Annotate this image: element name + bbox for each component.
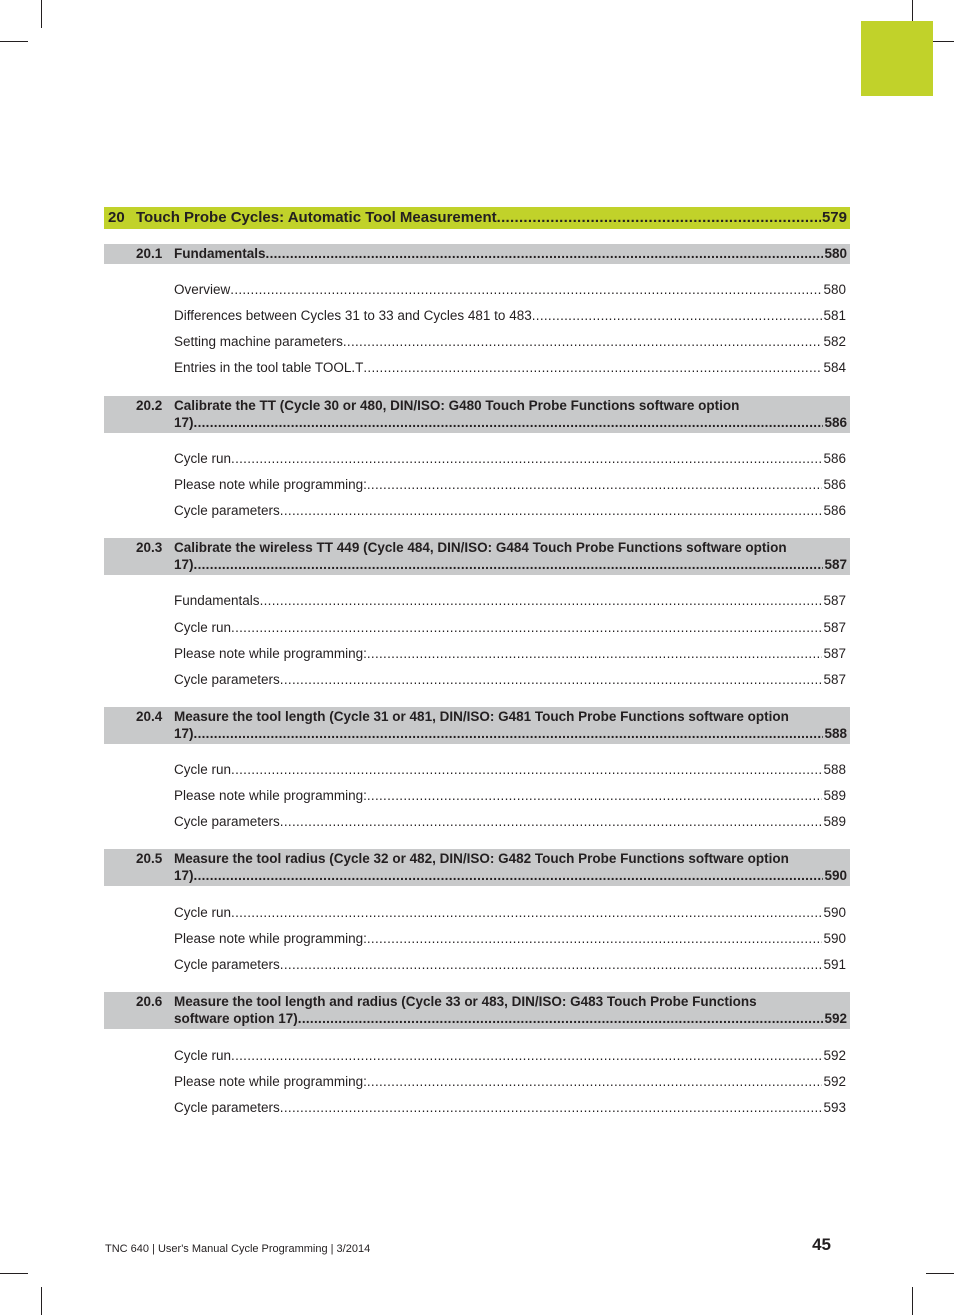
section-number: 20.1 bbox=[136, 246, 163, 261]
toc-entry[interactable] bbox=[174, 1099, 846, 1117]
toc-entry[interactable] bbox=[174, 671, 846, 689]
toc-entry[interactable] bbox=[174, 1047, 846, 1065]
crop-mark bbox=[41, 1287, 42, 1315]
crop-mark bbox=[926, 1273, 954, 1274]
entry-page: 587 bbox=[823, 672, 846, 687]
crop-mark bbox=[912, 1287, 913, 1315]
section-title-row bbox=[174, 245, 847, 262]
dot-leader bbox=[363, 359, 822, 377]
entry-title: Fundamentals bbox=[174, 593, 260, 608]
dot-leader bbox=[280, 813, 823, 831]
toc-entry[interactable] bbox=[174, 476, 846, 494]
dot-leader bbox=[298, 1010, 824, 1027]
chapter-heading[interactable] bbox=[104, 207, 850, 229]
dot-leader bbox=[230, 281, 822, 299]
entry-title: Cycle run bbox=[174, 1048, 232, 1063]
entry-title: Please note while programming: bbox=[174, 1074, 367, 1089]
section-page: 592 bbox=[824, 1011, 847, 1026]
dot-leader bbox=[280, 502, 823, 520]
entry-title: Please note while programming: bbox=[174, 477, 367, 492]
entry-page: 592 bbox=[823, 1074, 846, 1089]
dot-leader bbox=[367, 930, 823, 948]
section-page: 580 bbox=[824, 246, 847, 261]
dot-leader bbox=[194, 556, 824, 573]
dot-leader bbox=[194, 414, 824, 431]
section-number: 20.3 bbox=[136, 540, 163, 555]
entry-title: Cycle run bbox=[174, 762, 232, 777]
section-title-row bbox=[174, 867, 847, 884]
entry-page: 592 bbox=[823, 1048, 846, 1063]
entry-page: 589 bbox=[823, 814, 846, 829]
entry-page: 587 bbox=[823, 593, 846, 608]
toc-entry[interactable] bbox=[174, 904, 846, 922]
section-page: 586 bbox=[824, 415, 847, 430]
section-heading[interactable] bbox=[104, 244, 850, 264]
section-title-continued: 17) bbox=[174, 415, 194, 430]
toc-entry[interactable] bbox=[174, 930, 846, 948]
entry-page: 582 bbox=[823, 334, 846, 349]
section-title-continued: 17) bbox=[174, 557, 194, 572]
section-number: 20.6 bbox=[136, 994, 163, 1009]
dot-leader bbox=[231, 761, 822, 779]
entry-title: Overview bbox=[174, 282, 231, 297]
section-number: 20.4 bbox=[136, 709, 163, 724]
crop-mark bbox=[0, 1273, 28, 1274]
entry-page: 586 bbox=[823, 477, 846, 492]
entry-title: Cycle parameters bbox=[174, 503, 280, 518]
dot-leader bbox=[194, 725, 824, 742]
toc-entry[interactable] bbox=[174, 592, 846, 610]
toc-entry[interactable] bbox=[174, 813, 846, 831]
section-title-continued: 17) bbox=[174, 726, 194, 741]
entry-page: 586 bbox=[823, 451, 846, 466]
toc-entry[interactable] bbox=[174, 281, 846, 299]
dot-leader bbox=[532, 307, 823, 325]
section-heading[interactable] bbox=[104, 707, 850, 744]
dot-leader bbox=[231, 1047, 822, 1065]
entry-title: Please note while programming: bbox=[174, 931, 367, 946]
entry-page: 581 bbox=[823, 308, 846, 323]
toc-entry[interactable] bbox=[174, 359, 846, 377]
entry-title: Entries in the tool table TOOL.T bbox=[174, 360, 364, 375]
entry-title: Cycle run bbox=[174, 451, 232, 466]
section-title: Measure the tool length (Cycle 31 or 481, DIN/ISO: G481 Touch Probe Functions software option bbox=[174, 709, 789, 724]
entry-page: 587 bbox=[823, 620, 846, 635]
section-number: 20.5 bbox=[136, 851, 163, 866]
section-title-row bbox=[174, 556, 847, 573]
crop-mark bbox=[41, 0, 42, 28]
toc-entry[interactable] bbox=[174, 956, 846, 974]
dot-leader bbox=[231, 904, 822, 922]
entry-page: 586 bbox=[823, 503, 846, 518]
entry-title: Cycle parameters bbox=[174, 672, 280, 687]
entry-page: 591 bbox=[823, 957, 846, 972]
dot-leader bbox=[231, 619, 822, 637]
section-title-continued: 17) bbox=[174, 868, 194, 883]
toc-entry[interactable] bbox=[174, 450, 846, 468]
section-title-row bbox=[174, 725, 847, 742]
entry-title: Please note while programming: bbox=[174, 788, 367, 803]
entry-page: 590 bbox=[823, 905, 846, 920]
section-title-row bbox=[174, 1010, 847, 1027]
dot-leader bbox=[280, 956, 823, 974]
toc-entry[interactable] bbox=[174, 787, 846, 805]
dot-leader bbox=[343, 333, 823, 351]
section-heading[interactable] bbox=[104, 992, 850, 1029]
section-title-continued: software option 17) bbox=[174, 1011, 298, 1026]
entry-title: Differences between Cycles 31 to 33 and Cycles 481 to 483 bbox=[174, 308, 532, 323]
section-heading[interactable] bbox=[104, 396, 850, 433]
entry-page: 589 bbox=[823, 788, 846, 803]
entry-page: 588 bbox=[823, 762, 846, 777]
entry-page: 593 bbox=[823, 1100, 846, 1115]
chapter-page: 579 bbox=[821, 209, 847, 226]
entry-title: Cycle run bbox=[174, 905, 232, 920]
toc-entry[interactable] bbox=[174, 307, 846, 325]
section-title: Calibrate the wireless TT 449 (Cycle 484, DIN/ISO: G484 Touch Probe Functions software option bbox=[174, 540, 787, 555]
section-title: Calibrate the TT (Cycle 30 or 480, DIN/ISO: G480 Touch Probe Functions software option bbox=[174, 398, 740, 413]
section-heading[interactable] bbox=[104, 849, 850, 886]
dot-leader bbox=[194, 867, 824, 884]
toc-entry[interactable] bbox=[174, 619, 846, 637]
toc-entry[interactable] bbox=[174, 645, 846, 663]
entry-title: Cycle parameters bbox=[174, 814, 280, 829]
dot-leader bbox=[497, 207, 821, 229]
chapter-title-row bbox=[136, 207, 847, 229]
chapter-title: Touch Probe Cycles: Automatic Tool Measurement bbox=[136, 209, 497, 226]
chapter-number: 20 bbox=[108, 209, 125, 226]
section-title: Fundamentals bbox=[174, 246, 266, 261]
dot-leader bbox=[266, 245, 824, 262]
entry-title: Please note while programming: bbox=[174, 646, 367, 661]
dot-leader bbox=[280, 1099, 823, 1117]
dot-leader bbox=[280, 671, 823, 689]
entry-title: Cycle parameters bbox=[174, 1100, 280, 1115]
dot-leader bbox=[367, 1073, 823, 1091]
entry-page: 587 bbox=[823, 646, 846, 661]
section-number: 20.2 bbox=[136, 398, 163, 413]
dot-leader bbox=[367, 787, 823, 805]
dot-leader bbox=[367, 645, 823, 663]
toc-entry[interactable] bbox=[174, 1073, 846, 1091]
page-number: 45 bbox=[812, 1235, 831, 1254]
entry-title: Cycle parameters bbox=[174, 957, 280, 972]
entry-title: Cycle run bbox=[174, 620, 232, 635]
section-page: 590 bbox=[824, 868, 847, 883]
section-page: 588 bbox=[824, 726, 847, 741]
section-title-row bbox=[174, 414, 847, 431]
chapter-tab-marker bbox=[861, 21, 933, 96]
entry-page: 580 bbox=[823, 282, 846, 297]
entry-page: 584 bbox=[823, 360, 846, 375]
section-page: 587 bbox=[824, 557, 847, 572]
entry-page: 590 bbox=[823, 931, 846, 946]
dot-leader bbox=[367, 476, 823, 494]
section-title: Measure the tool length and radius (Cycle 33 or 483, DIN/ISO: G483 Touch Probe Functions bbox=[174, 994, 757, 1009]
toc-entry[interactable] bbox=[174, 761, 846, 779]
section-title: Measure the tool radius (Cycle 32 or 482, DIN/ISO: G482 Touch Probe Functions software option bbox=[174, 851, 789, 866]
entry-title: Setting machine parameters bbox=[174, 334, 343, 349]
footer-text: TNC 640 | User's Manual Cycle Programming | 3/2014 bbox=[105, 1243, 371, 1255]
dot-leader bbox=[260, 592, 823, 610]
toc-entry[interactable] bbox=[174, 333, 846, 351]
dot-leader bbox=[231, 450, 822, 468]
crop-mark bbox=[0, 41, 28, 42]
section-heading[interactable] bbox=[104, 538, 850, 575]
toc-entry[interactable] bbox=[174, 502, 846, 520]
